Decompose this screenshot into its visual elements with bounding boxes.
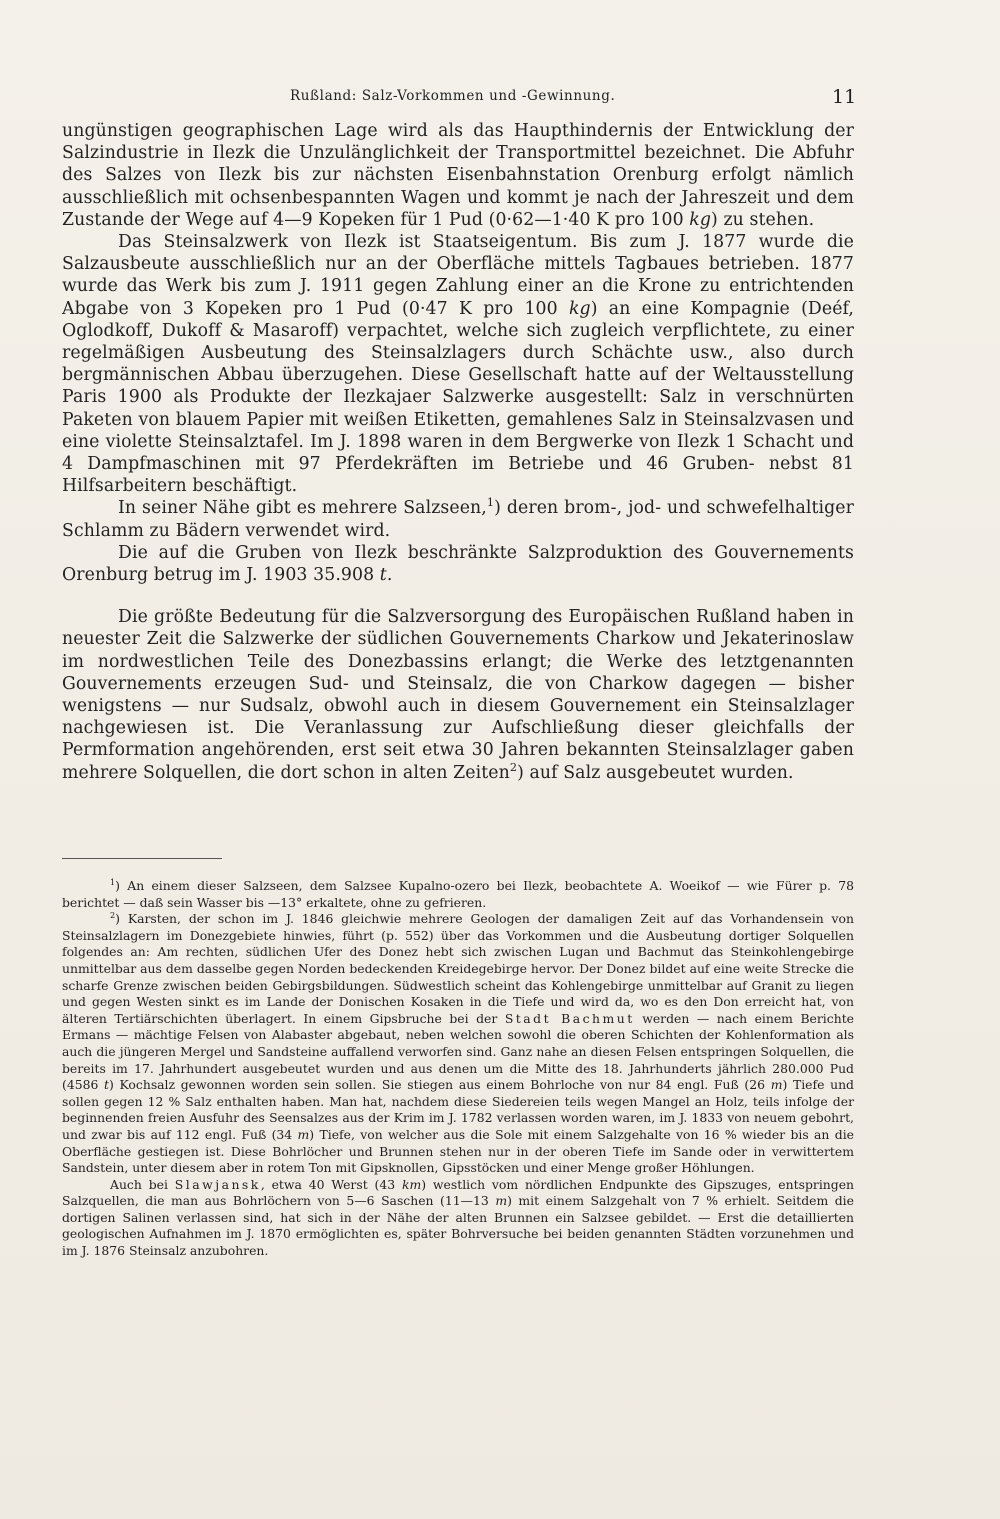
footnote-ref-1: 1 [486, 496, 495, 510]
paragraph-2: Das Steinsalzwerk von Ilezk ist Staatseigentum. Bis zum J. 1877 wurde die Salzausbeute ausschließlich nur an der Oberfläche mittels Tagbaues betrieben. 1877 wurde das Werk bis zum J. 1911 gegen Zahlung einer an die Krone zu entrichtenden Abgabe von 3 Kopeken pro 1 Pud (0·47 K pro 100 kg) an eine Kompagnie (Deéf, Oglodkoff, Dukoff & Masaroff) verpachtet, welche sich zugleich verpflichtete, zu einer regelmäßigen Ausbeutung des Steinsalzlagers durch Schächte usw., also durch bergmännischen Abbau überzugehen. Diese Gesellschaft hatte auf der Weltausstellung Paris 1900 als Produkte der Ilezkajaer Salzwerke ausgestellt: Salz in verschnürten Paketen von blauem Papier mit weißen Etiketten, gemahlenes Salz in Steinsalzvasen und eine violette Steinsalztafel. Im J. 1898 waren in dem Bergwerke von Ilezk 1 Schacht und 4 Dampfmaschinen mit 97 Pferdekräften im Betriebe und 46 Gruben- nebst 81 Hilfsarbeitern beschäftigt. [62, 232, 854, 497]
footnote-2-continued: Auch bei Slawjansk, etwa 40 Werst (43 km) westlich vom nördlichen Endpunkte des Gipszuges, entspringen Salzquellen, die man aus Bohrlöchern von 5—6 Saschen (11—13 m) mit einem Salzgehalt von 7 % erhielt. Seitdem die dortigen Salinen verlassen sind, hat sich in der Nähe der alten Brunnen ein Salzsee gebildet. — Erst die detaillierten geologischen Aufnahmen im J. 1870 ermöglichten es, später Bohrversuche bei beiden genannten Städten vorzunehmen und im J. 1876 Steinsalz anzubohren. [62, 1176, 855, 1259]
footnote-divider [62, 858, 222, 859]
unit-kg: kg [568, 298, 591, 319]
running-head [60, 86, 860, 110]
paragraph-4: Die auf die Gruben von Ilezk beschränkte Salzproduktion des Gouvernements Orenburg betrug im J. 1903 35.908 t. [62, 542, 854, 586]
footnotes [62, 878, 854, 1260]
footnote-ref-2: 2 [509, 760, 518, 774]
unit-t: t [379, 565, 387, 586]
paragraph-5: Die größte Bedeutung für die Salzversorgung des Europäischen Rußland haben in neuester Zeit die Salzwerke der südlichen Gouvernements Charkow und Jekaterinoslaw im nordwestlichen Teile des Donezbassins erlangt; die Werke des letztgenannten Gouvernements erzeugen Sud- und Steinsalz, die von Charkow dagegen — bisher wenigstens — nur Sudsalz, obwohl auch in diesem Gouvernement ein Steinsalzlager nachgewiesen ist. Die Veranlassung zur Aufschließung dieser gleichfalls der Permformation angehörenden, erst seit etwa 30 Jahren bekannten Steinsalzlager gaben mehrere Solquellen, die dort schon in alten Zeiten$^2$) auf Salz ausgebeutet wurden. [62, 607, 854, 783]
page-number: 11 [832, 86, 857, 108]
paragraph-1: ungünstigen geographischen Lage wird als das Haupthindernis der Entwicklung der Salzindustrie in Ilezk die Unzulänglichkeit der Transportmittel bezeichnet. Die Abfuhr des Salzes von Ilezk bis zur nächsten Eisenbahnstation Orenburg erfolgt nämlich ausschließlich mit ochsenbespannten Wagen und kommt je nach der Jahreszeit und dem Zustande der Wege auf 4—9 Kopeken für 1 Pud (0·62—1·40 K pro 100 kg) zu stehen. [62, 121, 854, 230]
running-title: Rußland: Salz-Vorkommen und -Gewinnung. [290, 88, 616, 104]
unit-kg: kg [689, 209, 712, 230]
paragraph-3: In seiner Nähe gibt es mehrere Salzseen,$^1$) deren brom-, jod- und schwefelhaltiger Schlamm zu Bädern verwendet wird. [62, 496, 854, 541]
footnote-1: $^1$) An einem dieser Salzseen, dem Salzsee Kupalno-ozero bei Ilezk, beobachtete A. Woeikof — wie Fürer p. 78 berichtet — daß sein Wasser bis —13° erkaltete, ohne zu gefrieren. [62, 877, 854, 910]
main-text [62, 120, 854, 784]
footnote-2: $^2$) Karsten, der schon im J. 1846 gleichwie mehrere Geologen der damaligen Zeit auf das Vorhandensein von Steinsalzlagern im Donezgebiete hinwies, führt (p. 552) über das Vorkommen und die Ausbeutung dortiger Solquellen folgendes an: Am rechten, südlichen Ufer des Donez hebt sich zwischen Lugan und Bachmut das Steinkohlengebirge unmittelbar aus dem dasselbe gegen Norden bedeckenden Kreidegebirge hervor. Der Donez bildet auf eine weite Strecke die scharfe Grenze zwischen beiden Gebirgsbildungen. Südwestlich scheint das Kohlengebirge unmittelbar auf Granit zu liegen und gegen Westen sinkt es im Lande der Donischen Kosaken in die Tiefe und wird da, wo es den Don erreicht hat, von älteren Tertiärschichten überlagert. In einem Gipsbruche bei der Stadt Bachmut werden — nach einem Berichte Ermans — mächtige Felsen von Alabaster abgebaut, neben welchen sowohl die oberen Schichten der Kohlenformation als auch die jüngeren Mergel und Sandsteine auffallend verworfen sind. Ganz nahe an diesen Felsen entspringen Solquellen, die bereits im 17. Jahrhundert ausgebeutet wurden und aus denen um die Mitte des 18. Jahrhunderts jährlich 280.000 Pud (4586 t) Kochsalz gewonnen worden sein sollen. Sie stiegen aus einem Bohrloche von nur 84 engl. Fuß (26 m) Tiefe und sollen gegen 12 % Salz enthalten haben. Man hat, nachdem diese Siedereien teils wegen Mangel an Holz, teils infolge der beginnenden freien Ausfuhr des Seensalzes aus der Krim im J. 1782 verlassen worden waren, im J. 1833 von neuem gebohrt, und zwar bis auf 112 engl. Fuß (34 m) Tiefe, von welcher aus die Sole mit einem Salzgehalte von 16 % wieder bis an die Oberfläche gestiegen ist. Diese Bohrlöcher und Brunnen stehen nur in der oberen Tiefe im Sande oder in verwittertem Sandstein, unter diesem aber in rotem Ton mit Gipsknollen, Gipsstöcken und einer Menge großer Höhlungen. [62, 911, 854, 1176]
